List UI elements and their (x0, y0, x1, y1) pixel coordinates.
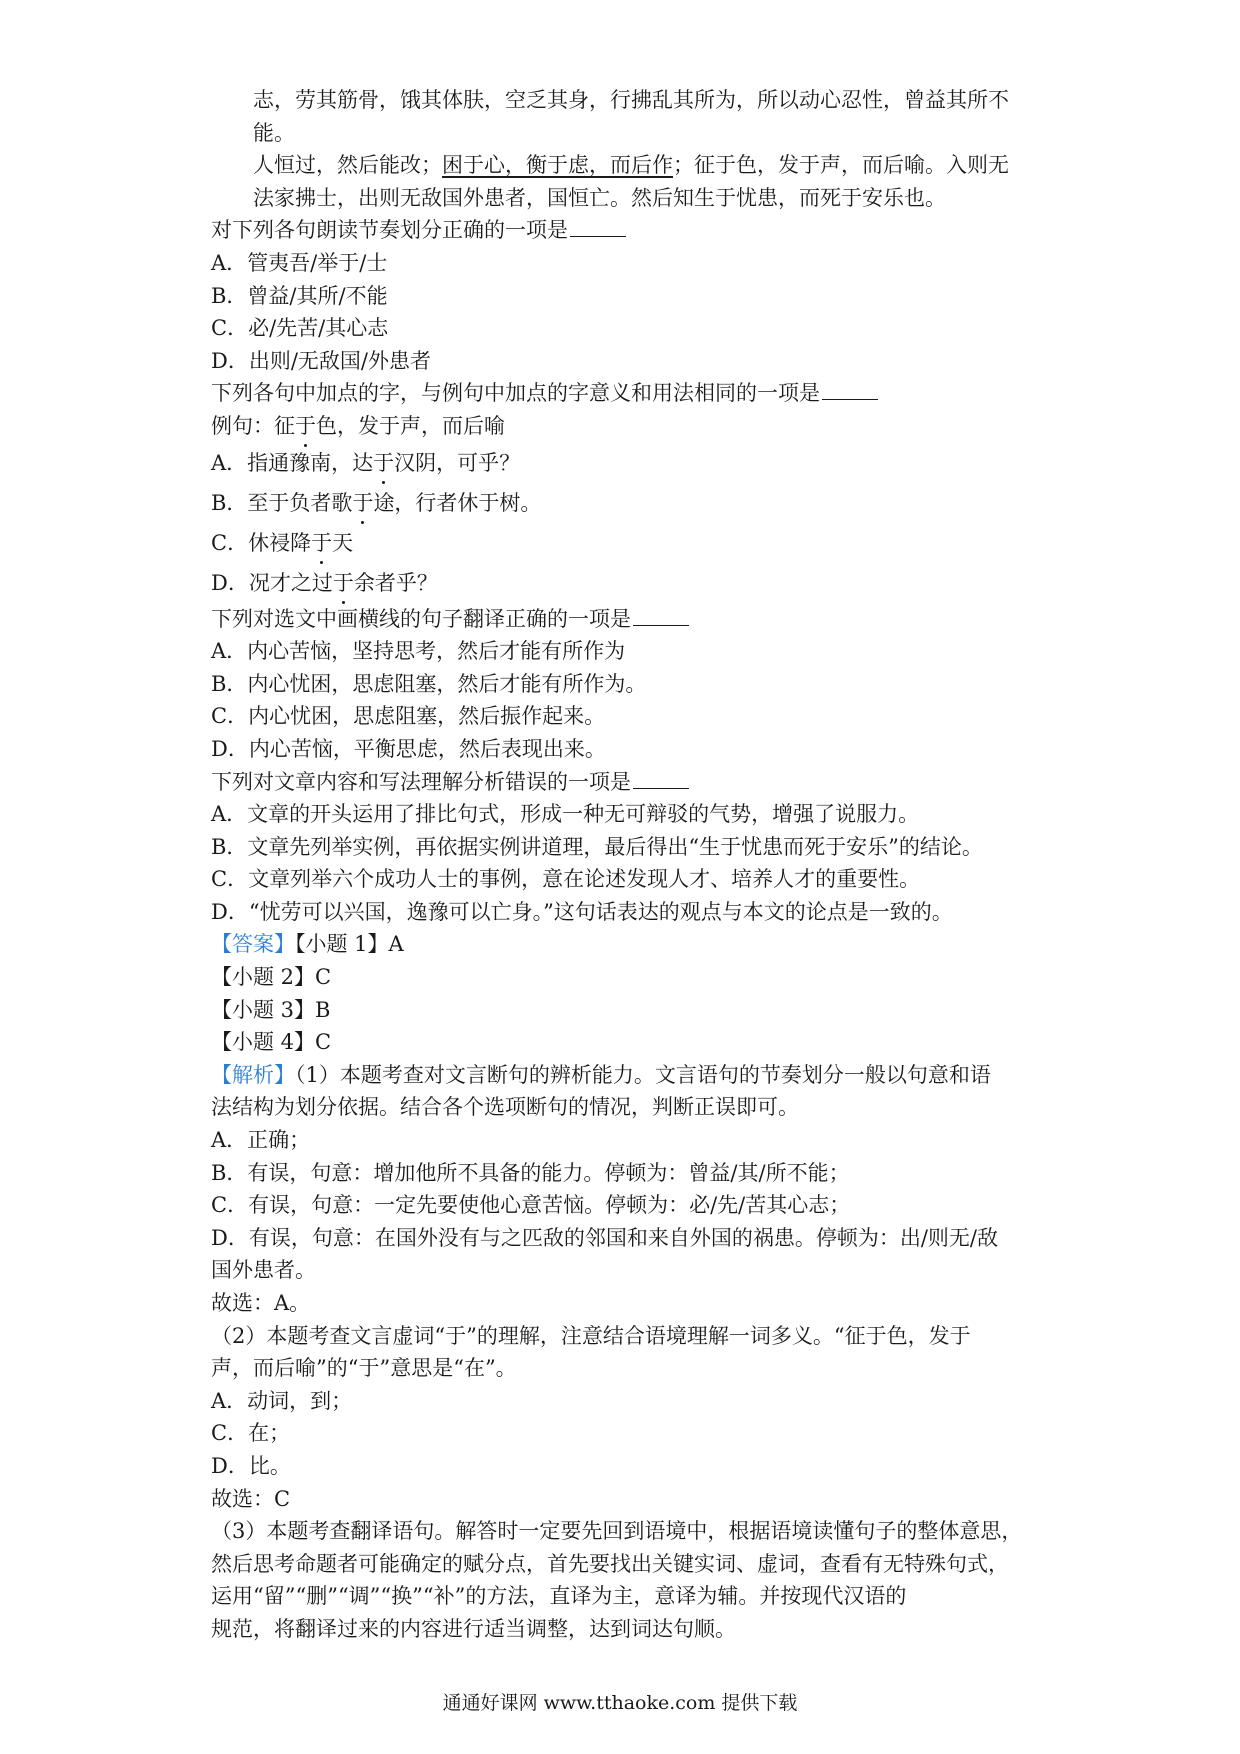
example-text: 色，发于声，而后喻 (316, 413, 505, 438)
example-text: 例句：征 (211, 413, 295, 438)
question-2-example (211, 410, 1041, 443)
analysis-line: D．有误，句意：在国外没有与之匹敌的邻国和来自外国的祸患。停顿为：出/则无/敌 (211, 1225, 998, 1250)
question-1-option-a: A．管夷吾/举于/士 (211, 250, 388, 275)
analysis-line: C．有误，句意：一定先要使他心意苦恼。停顿为：必/先/苦其心志； (211, 1193, 851, 1218)
answer-line: 【小题 2】C (211, 965, 332, 990)
question-2-option-c (211, 523, 1041, 563)
question-1-option-c: C．必/先苦/其心志 (211, 316, 389, 341)
option-text: A．指通豫南，达 (211, 450, 374, 475)
answer-line: 【小题 3】B (211, 997, 331, 1022)
analysis-line: （3）本题考查翻译语句。解答时一定要先回到语境中，根据语境读懂句子的整体意思， (211, 1519, 1023, 1544)
option-text: D．况才之过 (211, 570, 333, 595)
question-4-option-c: C．文章列举六个成功人士的事例，意在论述发现人才、培养人才的重要性。 (211, 867, 921, 892)
question-1-option-d: D．出则/无敌国/外患者 (211, 348, 431, 373)
answer-tag: 【答案】 (211, 932, 295, 957)
question-text: 下列各句中加点的字，与例句中加点的字意义和用法相同的一项是 (211, 381, 820, 406)
analysis-line: D．比。 (211, 1453, 291, 1478)
analysis-line: B．有误，句意：增加他所不具备的能力。停顿为：曾益/其/所不能； (211, 1160, 850, 1185)
question-4-option-d: D．“忧劳可以兴国，逸豫可以亡身。”这句话表达的观点与本文的论点是一致的。 (211, 899, 953, 924)
analysis-tag: 【解析】 (211, 1062, 295, 1087)
analysis-line: 运用“留”“删”“调”“换”“补”的方法，直译为主，意译为辅。并按现代汉语的 (211, 1584, 907, 1609)
answer-blank (633, 607, 689, 626)
dotted-character: 于 (352, 490, 374, 515)
option-text: C．休祲降 (211, 530, 312, 555)
option-text: 汉阴，可乎？ (394, 450, 521, 475)
question-2-option-d (211, 563, 1041, 603)
answer-blank (822, 381, 878, 400)
question-3-option-a: A．内心苦恼，坚持思考，然后才能有所作为 (211, 639, 626, 664)
dotted-character: 于 (373, 450, 395, 475)
question-2-option-a (211, 443, 1041, 483)
question-4-stem (211, 766, 1041, 799)
answer-line: 【小题 4】C (211, 1030, 332, 1055)
analysis-line: A．正确； (211, 1128, 311, 1153)
analysis-line: A．动词，到； (211, 1388, 353, 1413)
dotted-character: 于 (311, 530, 333, 555)
document-body (211, 84, 1041, 1646)
question-text: 下列对选文中画横线的句子翻译正确的一项是 (211, 606, 631, 631)
option-text: 天 (332, 530, 354, 555)
answer-blank (570, 218, 626, 237)
passage-line: 能。 (253, 120, 295, 145)
answer-line (211, 928, 1041, 961)
analysis-line: C．在； (211, 1421, 291, 1446)
question-3-option-b: B．内心忧困，思虑阻塞，然后才能有所作为。 (211, 671, 647, 696)
question-text: 对下列各句朗读节奏划分正确的一项是 (211, 218, 568, 243)
option-text: B．至于负者歌 (211, 490, 353, 515)
page-footer: 通通好课网 www.tthaoke.com 提供下载 (442, 1692, 798, 1714)
question-3-option-d: D．内心苦恼，平衡思虑，然后表现出来。 (211, 736, 606, 761)
passage-text: 人恒过，然后能改； (253, 153, 442, 178)
analysis-line: （2）本题考查文言虚词“于”的理解，注意结合语境理解一词多义。“征于色，发于 (211, 1323, 971, 1348)
question-3-option-c: C．内心忧困，思虑阻塞，然后振作起来。 (211, 704, 606, 729)
question-1-option-b: B．曾益/其所/不能 (211, 283, 388, 308)
underlined-sentence: 困于心，衡于虑，而后作 (442, 153, 673, 178)
passage-line: 志，劳其筋骨，饿其体肤，空乏其身，行拂乱其所为，所以动心忍性，曾益其所不 (253, 88, 1009, 112)
passage-line (211, 149, 1041, 182)
analysis-line (211, 1059, 1041, 1092)
question-text: 下列对文章内容和写法理解分析错误的一项是 (211, 769, 631, 794)
passage-text: ；征于色，发于声，而后喻。入则无 (673, 153, 1009, 178)
passage-line: 法家拂士，出则无敌国外患者，国恒亡。然后知生于忧患，而死于安乐也。 (253, 185, 946, 210)
analysis-line: 国外患者。 (211, 1258, 316, 1283)
answer-blank (633, 770, 689, 789)
analysis-line: 声，而后喻”的“于”意思是“在”。 (211, 1356, 517, 1381)
analysis-line: 法结构为划分依据。结合各个选项断句的情况，判断正误即可。 (211, 1095, 799, 1120)
question-2-option-b (211, 483, 1041, 523)
analysis-line: 规范，将翻译过来的内容进行适当调整，达到词达句顺。 (211, 1616, 736, 1641)
dotted-character: 于 (332, 570, 354, 595)
question-2-stem (211, 377, 1041, 410)
option-text: 余者乎？ (353, 570, 438, 595)
answer-text: 【小题 1】A (295, 932, 404, 957)
analysis-line: 然后思考命题者可能确定的赋分点，首先要找出关键实词、虚词，查看有无特殊句式， (211, 1551, 1009, 1576)
analysis-line: 故选：A。 (211, 1291, 311, 1315)
dotted-character: 于 (295, 413, 316, 438)
question-1-stem (211, 214, 1041, 247)
analysis-text: （1）本题考查对文言断句的辨析能力。文言语句的节奏划分一般以句意和语 (295, 1062, 991, 1087)
question-4-option-a: A．文章的开头运用了排比句式，形成一种无可辩驳的气势，增强了说服力。 (211, 802, 920, 827)
analysis-line: 故选：C (211, 1486, 291, 1511)
question-4-option-b: B．文章先列举实例，再依据实例讲道理，最后得出“生于忧患而死于安乐”的结论。 (211, 834, 983, 859)
question-3-stem (211, 603, 1041, 636)
option-text: 途，行者休于树。 (373, 490, 542, 515)
